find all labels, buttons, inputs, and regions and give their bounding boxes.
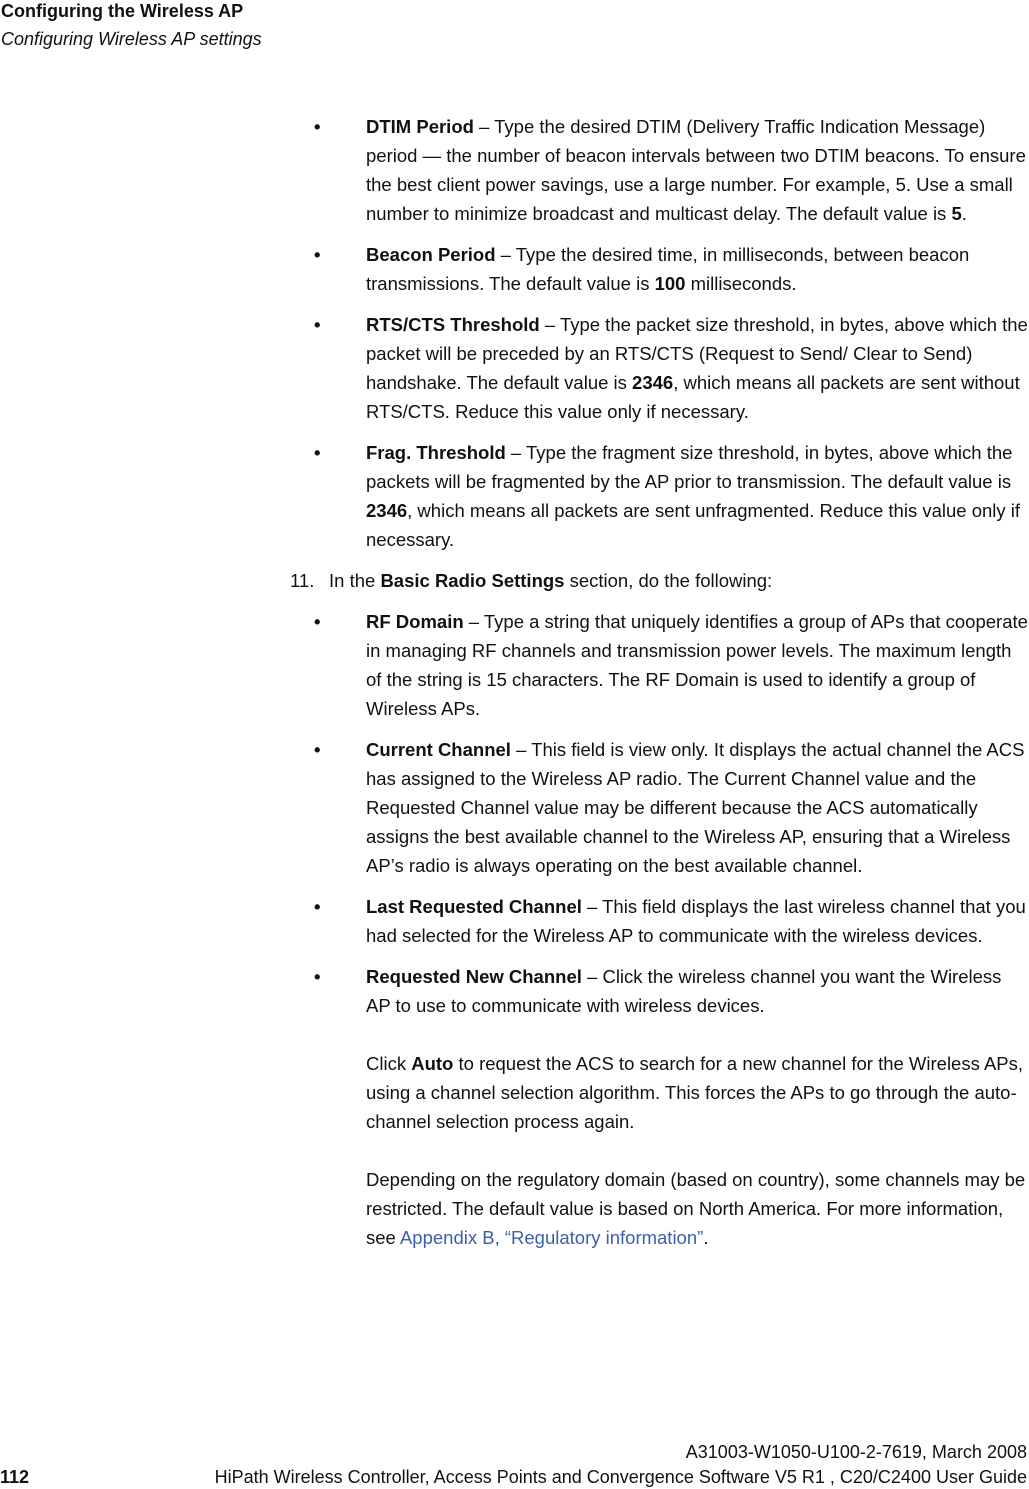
list-item-rf-domain	[290, 607, 1028, 723]
document-title: HiPath Wireless Controller, Access Points and Convergence Software V5 R1 , C20/C2400 User Guide	[214, 1467, 1027, 1487]
description-text: – Type a string that uniquely identifies a group of APs that cooperate in managing RF channels and transmission power levels. The maximum length of the string is 15 characters. The RF Domain is used to identify a group of Wireless APs.	[366, 611, 1028, 719]
term-label: Current Channel	[366, 739, 511, 760]
bullet-icon: •	[314, 966, 321, 987]
document-id: A31003-W1050-U100-2-7619, March 2008	[685, 1442, 1027, 1462]
default-value: 5	[951, 203, 962, 224]
description-tail: , which means all packets are sent unfragmented. Reduce this value only if necessary.	[366, 500, 1021, 550]
default-value: 2346	[632, 372, 674, 393]
term-label: Last Requested Channel	[366, 896, 582, 917]
description-text: – Type the fragment size threshold, in bytes, above which the packets will be fragmented by the AP prior to transmission. The default value is	[366, 442, 1013, 492]
term-label: Requested New Channel	[366, 966, 582, 987]
description-tail: milliseconds.	[685, 273, 797, 294]
default-value: 100	[654, 273, 686, 294]
auto-term: Auto	[411, 1053, 454, 1074]
list-item-requested-new-channel	[290, 962, 1028, 1252]
term-label: Frag. Threshold	[366, 442, 506, 463]
list-item-dtim-period	[290, 112, 1028, 228]
step-number: 11.	[290, 570, 315, 591]
page-number: 112	[0, 1467, 30, 1487]
auto-text-tail: to request the ACS to search for a new channel for the Wireless APs, using a channel selection algorithm. This forces the APs to go through the auto-channel selection process again.	[366, 1053, 1024, 1132]
description-text: – Type the desired DTIM (Delivery Traffic Indication Message) period — the number of beacon intervals between two DTIM beacons. To ensure the best client power savings, use a large number. For example, 5. Use a small number to minimize broadcast and multicast delay. The default value is	[366, 116, 1026, 224]
description-text: – Type the desired time, in milliseconds, between beacon transmissions. The default value is	[366, 244, 970, 294]
description-text: – Type the packet size threshold, in bytes, above which the packet will be preceded by an RTS/CTS (Request to Send/ Clear to Send) handshake. The default value is	[366, 314, 1028, 393]
list-item-frag-threshold	[290, 438, 1028, 554]
regulatory-text: Depending on the regulatory domain (based on country), some channels may be restricted. The default value is based on North America. For more information, see	[366, 1169, 1026, 1248]
term-label: RTS/CTS Threshold	[366, 314, 540, 335]
bullet-icon: •	[314, 116, 321, 137]
section-title: Configuring Wireless AP settings	[1, 29, 262, 49]
regulatory-text-tail: .	[703, 1227, 709, 1248]
description-text: – This field is view only. It displays the actual channel the ACS has assigned to the Wireless AP radio. The Current Channel value and the Requested Channel value may be different because the ACS automatically assigns the best available channel to the Wireless AP, ensuring that a Wireless AP’s radio is always operating on the best available channel.	[366, 739, 1025, 876]
bullet-icon: •	[314, 244, 321, 265]
regulatory-paragraph	[366, 1165, 1028, 1252]
auto-text: Click	[366, 1053, 412, 1074]
bullet-icon: •	[314, 739, 321, 760]
list-item-beacon-period	[290, 240, 1028, 298]
description-tail: , which means all packets are sent without RTS/CTS. Reduce this value only if necessary.	[366, 372, 1020, 422]
step-text-tail: section, do the following:	[564, 570, 773, 591]
bullet-icon: •	[314, 314, 321, 335]
term-label: DTIM Period	[366, 116, 474, 137]
bullet-icon: •	[314, 896, 321, 917]
bullet-icon: •	[314, 611, 321, 632]
step-11	[290, 566, 1028, 595]
term-label: RF Domain	[366, 611, 464, 632]
chapter-title: Configuring the Wireless AP	[1, 1, 244, 21]
list-item-current-channel	[290, 735, 1028, 880]
appendix-b-link[interactable]: Appendix B, “Regulatory information”	[399, 1227, 704, 1248]
list-item-rts-cts-threshold	[290, 310, 1028, 426]
auto-paragraph	[366, 1049, 1028, 1136]
bullet-icon: •	[314, 442, 321, 463]
description-text: – This field displays the last wireless channel that you had selected for the Wireless AP to communicate with the wireless devices.	[366, 896, 1026, 946]
term-label: Beacon Period	[366, 244, 496, 265]
step-term: Basic Radio Settings	[380, 570, 565, 591]
description-text: – Click the wireless channel you want the Wireless AP to use to communicate with wireless devices.	[366, 966, 1002, 1016]
body-content	[290, 112, 1028, 1264]
list-item-last-requested-channel	[290, 892, 1028, 950]
default-value: 2346	[366, 500, 408, 521]
description-tail: .	[961, 203, 967, 224]
step-text: In the	[329, 570, 381, 591]
